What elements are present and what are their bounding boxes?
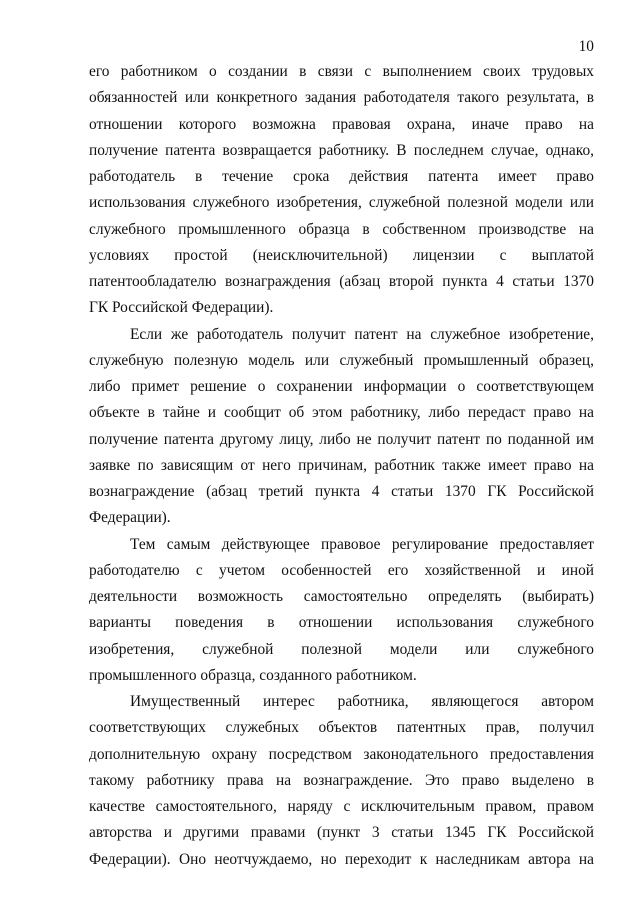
text-line: патентообладателю вознаграждения (абзац второй пункта 4 статьи 1370 bbox=[89, 273, 594, 290]
paragraph bbox=[89, 532, 594, 690]
text-line: служебную полезную модель или служебный промышленный образец, bbox=[89, 351, 594, 369]
text-line: дополнительную охрану посредством законодательного предоставления bbox=[89, 745, 594, 763]
text-line: отношении которого возможна правовая охрана, иначе право на bbox=[89, 115, 594, 133]
text-line: либо примет решение о сохранении информации о соответствующем bbox=[89, 378, 594, 395]
text-line: деятельности возможность самостоятельно определять (выбирать) bbox=[89, 588, 594, 605]
text-line: авторства и другими правами (пункт 3 статьи 1345 ГК Российской bbox=[89, 824, 594, 842]
text-line: Федерации). bbox=[89, 509, 171, 527]
text-line: Если же работодатель получит патент на служебное изобретение, bbox=[130, 325, 594, 343]
text-line: обязанностей или конкретного задания работодателя такого результата, в bbox=[89, 89, 594, 107]
paragraph bbox=[89, 59, 594, 322]
paragraph bbox=[89, 689, 594, 873]
text-line: его работником о создании в связи с выполнением своих трудовых bbox=[89, 63, 594, 80]
text-line: работодатель в течение срока действия патента имеет право bbox=[89, 168, 594, 185]
text-line: Имущественный интерес работника, являющегося автором bbox=[130, 693, 594, 710]
paragraph bbox=[89, 322, 594, 532]
page-number: 10 bbox=[578, 38, 594, 55]
text-line: Тем самым действующее правовое регулирование предоставляет bbox=[130, 535, 594, 553]
text-line: соответствующих служебных объектов патентных прав, получил bbox=[89, 719, 594, 737]
text-line: условиях простой (неисключительной) лицензии с выплатой bbox=[89, 246, 594, 264]
text-line: использования служебного изобретения, служебной полезной модели или bbox=[89, 194, 594, 212]
text-line: ГК Российской Федерации). bbox=[89, 299, 274, 317]
text-line: получение патента возвращается работнику. В последнем случае, однако, bbox=[89, 141, 594, 159]
text-line: объекте в тайне и сообщит об этом работнику, либо передаст право на bbox=[89, 404, 594, 422]
text-line: вознаграждение (абзац третий пункта 4 статьи 1370 ГК Российской bbox=[89, 483, 594, 500]
text-line: качестве самостоятельного, наряду с исключительным правом, правом bbox=[89, 798, 594, 815]
text-line: изобретения, служебной полезной модели или служебного bbox=[89, 640, 594, 658]
document-body bbox=[89, 59, 594, 873]
text-line: варианты поведения в отношении использования служебного bbox=[89, 614, 594, 632]
text-line: работодателю с учетом особенностей его хозяйственной и иной bbox=[89, 561, 594, 579]
text-line: служебного промышленного образца в собственном производстве на bbox=[89, 220, 594, 238]
text-line: промышленного образца, созданного работником. bbox=[89, 666, 417, 684]
text-line: получение патента другому лицу, либо не получит патент по поданной им bbox=[89, 430, 594, 448]
text-line: Федерации). Оно неотчуждаемо, но переходит к наследникам автора на bbox=[89, 850, 594, 868]
text-line: заявке по зависящим от него причинам, работник также имеет право на bbox=[89, 456, 594, 474]
text-line: такому работнику права на вознаграждение. Это право выделено в bbox=[89, 771, 594, 789]
